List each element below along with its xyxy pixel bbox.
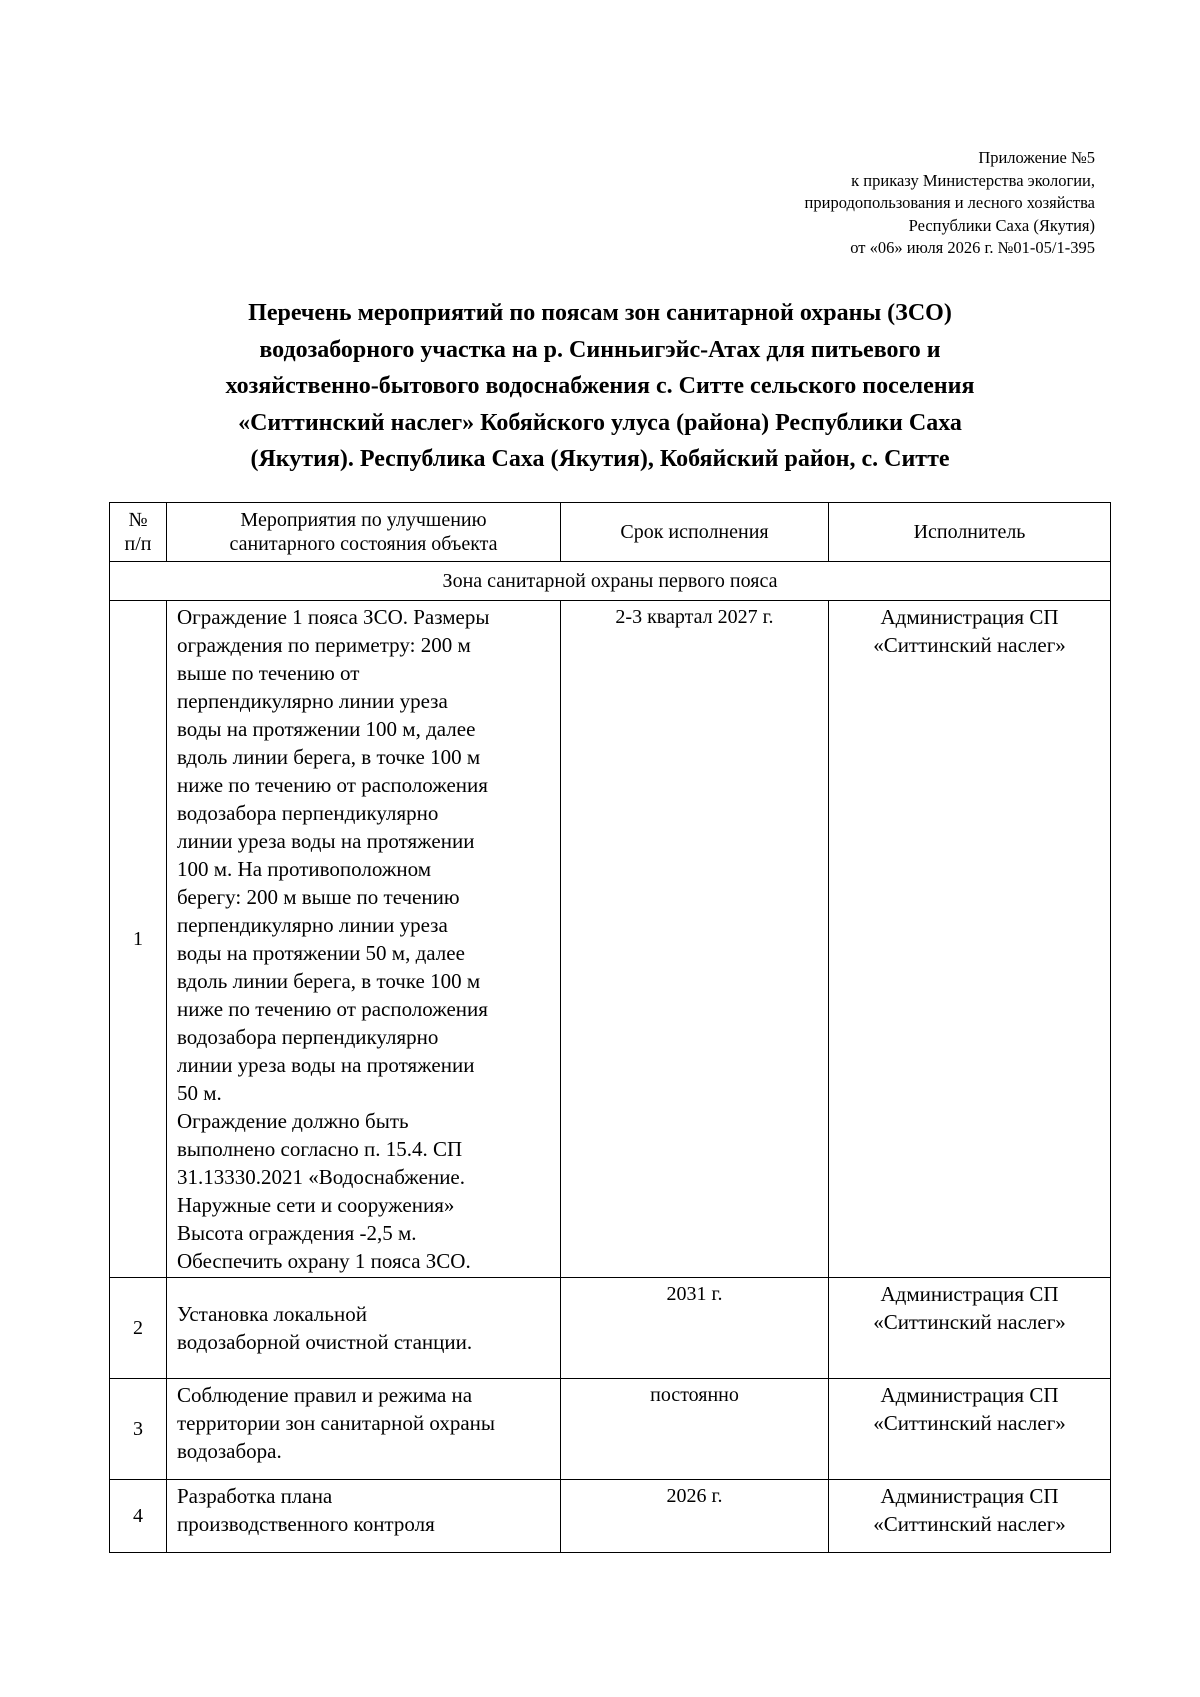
measure-line: выше по течению от bbox=[177, 661, 360, 685]
row-executor bbox=[829, 1379, 1111, 1480]
measure-line: Наружные сети и сооружения» bbox=[177, 1193, 455, 1217]
measure-line: 50 м. bbox=[177, 1081, 222, 1105]
executor-line: «Ситтинский наслег» bbox=[873, 633, 1066, 657]
measure-line: вдоль линии берега, в точке 100 м bbox=[177, 745, 481, 769]
measure-line: ниже по течению от расположения bbox=[177, 997, 488, 1021]
measure-line: ограждения по периметру: 200 м bbox=[177, 633, 471, 657]
measure-line: территории зон санитарной охраны bbox=[177, 1411, 496, 1435]
measure-line: Установка локальной bbox=[177, 1302, 367, 1326]
appendix-line: к приказу Министерства экологии, bbox=[851, 170, 1095, 190]
measure-line: Соблюдение правил и режима на bbox=[177, 1383, 473, 1407]
measure-line: выполнено согласно п. 15.4. СП bbox=[177, 1137, 463, 1161]
executor-line: Администрация СП bbox=[880, 605, 1059, 629]
table-row bbox=[110, 1480, 1111, 1553]
zone-title: Зона санитарной охраны первого пояса bbox=[110, 562, 1111, 601]
measure-line: Ограждение 1 пояса ЗСО. Размеры bbox=[177, 605, 490, 629]
row-num: 3 bbox=[110, 1379, 167, 1480]
executor-line: «Ситтинский наслег» bbox=[873, 1512, 1066, 1536]
header-measure bbox=[167, 503, 561, 562]
header-executor: Исполнитель bbox=[829, 503, 1111, 562]
row-measure bbox=[167, 1379, 561, 1480]
row-measure bbox=[167, 601, 561, 1278]
measure-line: перпендикулярно линии уреза bbox=[177, 913, 448, 937]
row-executor bbox=[829, 1278, 1111, 1379]
title-line: хозяйственно-бытового водоснабжения с. Ситте сельского поселения bbox=[225, 373, 975, 399]
table-row bbox=[110, 1278, 1111, 1379]
executor-line: Администрация СП bbox=[880, 1484, 1059, 1508]
row-measure bbox=[167, 1278, 561, 1379]
zone-row bbox=[110, 562, 1111, 601]
measure-line: воды на протяжении 50 м, далее bbox=[177, 941, 465, 965]
table-row bbox=[110, 1379, 1111, 1480]
title-line: (Якутия). Республика Саха (Якутия), Кобяйский район, с. Ситте bbox=[250, 446, 950, 472]
measure-line: водозабора. bbox=[177, 1439, 282, 1463]
measure-line: водозабора перпендикулярно bbox=[177, 1025, 439, 1049]
measure-line: 31.13330.2021 «Водоснабжение. bbox=[177, 1165, 466, 1189]
measure-line: Ограждение должно быть bbox=[177, 1109, 409, 1133]
appendix-header bbox=[805, 147, 1095, 260]
header-measure-line: Мероприятия по улучшению bbox=[240, 509, 487, 531]
row-executor bbox=[829, 601, 1111, 1278]
measures-table bbox=[109, 502, 1111, 1553]
executor-line: «Ситтинский наслег» bbox=[873, 1411, 1066, 1435]
row-num: 2 bbox=[110, 1278, 167, 1379]
appendix-line: Приложение №5 bbox=[978, 148, 1095, 167]
header-num-line: п/п bbox=[124, 533, 152, 555]
measure-line: линии уреза воды на протяжении bbox=[177, 829, 475, 853]
row-term: 2-3 квартал 2027 г. bbox=[561, 601, 829, 1278]
title-line: «Ситтинский наслег» Кобяйского улуса (района) Республики Саха bbox=[238, 409, 962, 436]
measure-line: производственного контроля bbox=[177, 1512, 435, 1536]
executor-line: Администрация СП bbox=[880, 1383, 1059, 1407]
measure-line: линии уреза воды на протяжении bbox=[177, 1053, 475, 1077]
measure-line: водозабора перпендикулярно bbox=[177, 801, 439, 825]
table-header-row bbox=[110, 503, 1111, 562]
table-row bbox=[110, 601, 1111, 1278]
header-num-line: № bbox=[128, 509, 148, 531]
measure-line: Высота ограждения -2,5 м. bbox=[177, 1221, 417, 1245]
row-executor bbox=[829, 1480, 1111, 1553]
measure-line: 100 м. На противоположном bbox=[177, 857, 431, 881]
document-title bbox=[100, 295, 1100, 478]
measure-line: ниже по течению от расположения bbox=[177, 773, 488, 797]
measure-line: Обеспечить охрану 1 пояса ЗСО. bbox=[177, 1249, 471, 1273]
row-term: 2031 г. bbox=[561, 1278, 829, 1379]
header-num bbox=[110, 503, 167, 562]
row-num: 4 bbox=[110, 1480, 167, 1553]
measure-line: Разработка плана bbox=[177, 1484, 333, 1508]
title-line: водозаборного участка на р. Синньигэйс-Атах для питьевого и bbox=[259, 336, 941, 363]
row-term: постоянно bbox=[561, 1379, 829, 1480]
measure-line: вдоль линии берега, в точке 100 м bbox=[177, 969, 481, 993]
header-measure-line: санитарного состояния объекта bbox=[229, 533, 498, 555]
row-num: 1 bbox=[110, 601, 167, 1278]
executor-line: Администрация СП bbox=[880, 1282, 1059, 1306]
measure-line: водозаборной очистной станции. bbox=[177, 1330, 473, 1354]
appendix-line: Республики Саха (Якутия) bbox=[908, 215, 1095, 235]
title-line: Перечень мероприятий по поясам зон санитарной охраны (ЗСО) bbox=[248, 300, 952, 326]
header-term: Срок исполнения bbox=[561, 503, 829, 562]
appendix-line: от «06» июля 2026 г. №01-05/1-395 bbox=[850, 238, 1095, 257]
row-term: 2026 г. bbox=[561, 1480, 829, 1553]
measure-line: воды на протяжении 100 м, далее bbox=[177, 717, 476, 741]
measure-line: берегу: 200 м выше по течению bbox=[177, 885, 460, 909]
row-measure bbox=[167, 1480, 561, 1553]
executor-line: «Ситтинский наслег» bbox=[873, 1310, 1066, 1334]
appendix-line: природопользования и лесного хозяйства bbox=[804, 193, 1095, 212]
measure-line: перпендикулярно линии уреза bbox=[177, 689, 448, 713]
